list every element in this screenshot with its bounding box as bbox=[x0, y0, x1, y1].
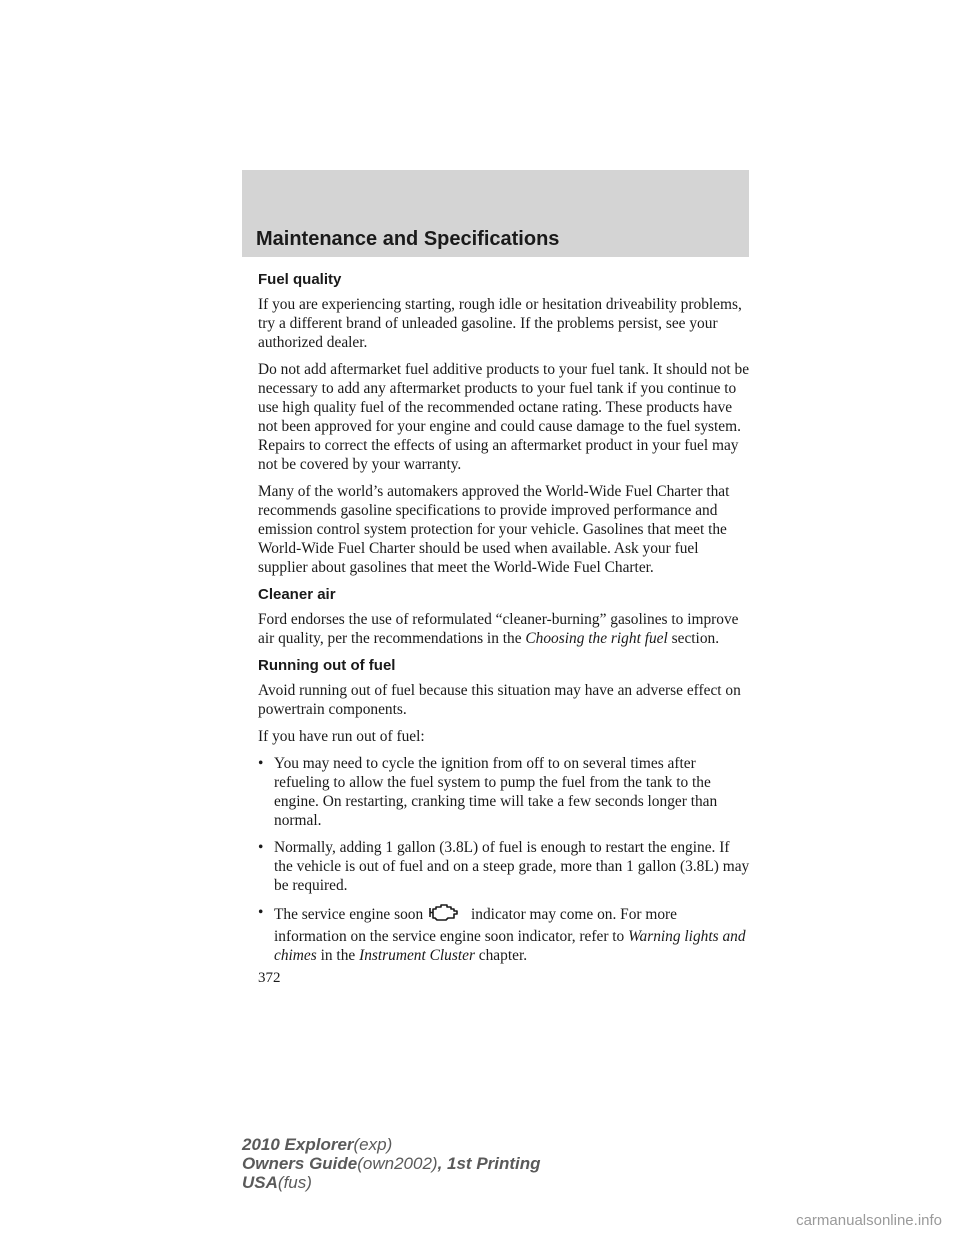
heading-fuel-quality: Fuel quality bbox=[258, 271, 342, 288]
page-number: 372 bbox=[258, 970, 281, 986]
paragraph: If you have run out of fuel: bbox=[258, 728, 425, 745]
footer-printing: , 1st Printing bbox=[437, 1154, 541, 1173]
heading-running-out-of-fuel: Running out of fuel bbox=[258, 657, 396, 674]
list-item-text: Normally, adding 1 gallon (3.8L) of fuel is enough to restart the engine. If the vehicle is out of fuel and on a steep grade, more than 1 gallon (3.8L) may be required. bbox=[274, 839, 750, 894]
paragraph: Many of the world’s automakers approved the World-Wide Fuel Charter that recommends gasoline specifications to provide improved performance and emission control system protection for your vehicle. Gasolines that meet the World-Wide Fuel Charter should be used when available. Ask your fuel supplier about gasolines that meet the World-Wide Fuel Charter. bbox=[258, 483, 730, 576]
paragraph bbox=[258, 610, 750, 648]
check-engine-icon bbox=[427, 903, 461, 927]
footer-guide: Owners Guide bbox=[242, 1154, 358, 1173]
footer-market: USA bbox=[242, 1173, 278, 1192]
text: The service engine soon bbox=[274, 906, 424, 923]
footer-model: 2010 Explorer bbox=[242, 1135, 354, 1154]
text: in the bbox=[316, 947, 360, 964]
text: Ford endorses the use of reformulated “cleaner-burning” gasolines to improve air quality, per the recommendations in the bbox=[258, 611, 739, 647]
page-content bbox=[258, 270, 750, 973]
footer-line bbox=[242, 1154, 541, 1173]
paragraph: Do not add aftermarket fuel additive products to your fuel tank. It should not be necessary to add any aftermarket products to your fuel tank if you continue to use high quality fuel of the recommended octane rating. These products have not been approved for your engine and could cause damage to the fuel system. Repairs to correct the effects of using an aftermarket product in your fuel may not be covered by your warranty. bbox=[258, 361, 750, 473]
cross-reference: Warning lights and chimes bbox=[274, 928, 746, 964]
paragraph: If you are experiencing starting, rough idle or hesitation driveability problems, try a different brand of unleaded gasoline. If the problems persist, see your authorized dealer. bbox=[258, 296, 742, 351]
section-header-band bbox=[242, 170, 749, 257]
bullet-list bbox=[258, 754, 750, 965]
text: indicator may come on. For more information on the service engine soon indicator, refer to bbox=[274, 906, 678, 945]
text: chapter. bbox=[474, 947, 528, 964]
print-footer bbox=[242, 1135, 541, 1192]
section-title: Maintenance and Specifications bbox=[256, 228, 560, 250]
list-item bbox=[258, 903, 750, 965]
footer-line bbox=[242, 1173, 541, 1192]
footer-code: (fus) bbox=[277, 1173, 312, 1192]
bullet: • bbox=[258, 839, 264, 856]
list-item bbox=[258, 754, 750, 830]
bullet: • bbox=[258, 904, 264, 921]
list-item-text: You may need to cycle the ignition from off to on several times after refueling to allow the fuel system to pump the fuel from the tank to the engine. On restarting, cranking time will take a few seconds longer than normal. bbox=[274, 755, 718, 829]
cross-reference: Instrument Cluster bbox=[359, 947, 475, 964]
watermark-text: carmanualsonline.info bbox=[796, 1212, 942, 1229]
list-item bbox=[258, 838, 750, 895]
bullet: • bbox=[258, 755, 264, 772]
footer-code: (own2002) bbox=[357, 1154, 438, 1173]
heading-cleaner-air: Cleaner air bbox=[258, 586, 336, 603]
text: section. bbox=[667, 630, 720, 647]
cross-reference: Choosing the right fuel bbox=[525, 630, 668, 647]
footer-code: (exp) bbox=[353, 1135, 393, 1154]
paragraph: Avoid running out of fuel because this situation may have an adverse effect on powertrain components. bbox=[258, 682, 741, 718]
footer-line bbox=[242, 1135, 541, 1154]
